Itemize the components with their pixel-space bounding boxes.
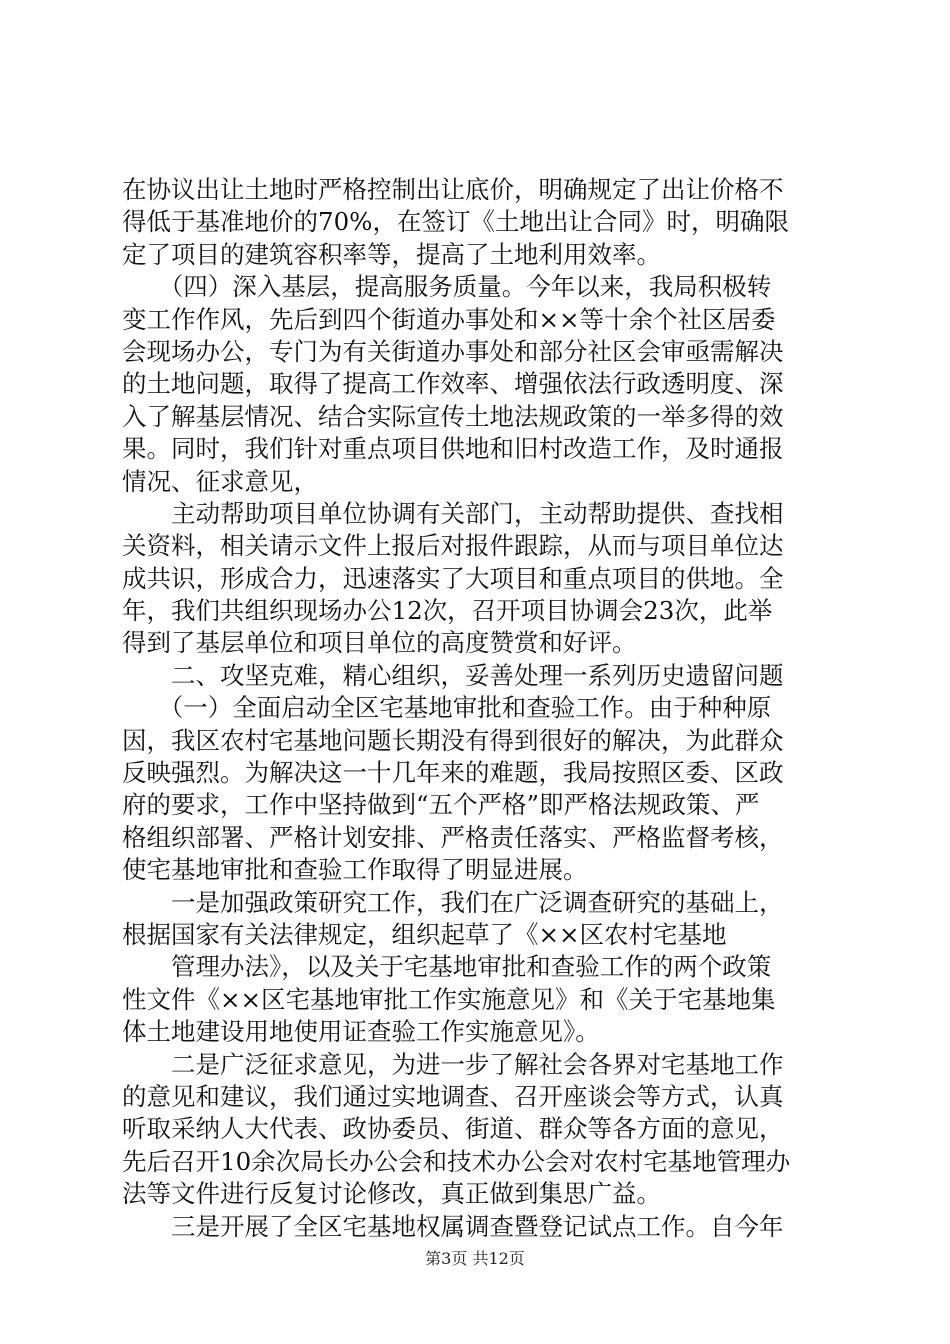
text-line: 反映强烈。为解决这一十几年来的难题，我局按照区委、区政 <box>122 758 784 788</box>
text-line: （四）深入基层，提高服务质量。今年以来，我局积极转 <box>122 272 772 302</box>
text-line: 因，我区农村宅基地问题长期没有得到很好的解决，为此群众 <box>122 725 784 755</box>
text-line: 使宅基地审批和查验工作取得了明显进展。 <box>122 855 588 885</box>
text-line: （一）全面启动全区宅基地审批和查验工作。由于种种原 <box>122 693 772 723</box>
text-line: 得到了基层单位和项目单位的高度赞赏和好评。 <box>122 628 637 658</box>
text-line: 入了解基层情况、结合实际宣传土地法规政策的一举多得的效 <box>122 401 784 431</box>
text-line: 法等文件进行反复讨论修改，真正做到集思广益。 <box>122 1179 661 1209</box>
text-line: 的意见和建议，我们通过实地调查、召开座谈会等方式，认真 <box>122 1081 784 1111</box>
text-line: 二、攻坚克难，精心组织，妥善处理一系列历史遗留问题 <box>122 660 784 690</box>
text-line: 管理办法》，以及关于宅基地审批和查验工作的两个政策 <box>122 952 772 982</box>
text-line: 主动帮助项目单位协调有关部门，主动帮助提供、查找相 <box>122 498 784 528</box>
text-line: 得低于基准地价的70%，在签订《土地出让合同》时，明确限 <box>122 207 789 237</box>
text-line: 三是开展了全区宅基地权属调查暨登记试点工作。自今年 <box>122 1211 784 1241</box>
text-line: 府的要求，工作中坚持做到“五个严格”即严格法规政策、严 <box>122 790 760 820</box>
text-line: 一是加强政策研究工作，我们在广泛调查研究的基础上， <box>122 887 784 917</box>
document-body <box>122 174 837 1243</box>
text-line: 先后召开10余次局长办公会和技术办公会对农村宅基地管理办 <box>122 1146 791 1176</box>
text-line: 年，我们共组织现场办公12次，召开项目协调会23次，此举 <box>122 596 773 626</box>
text-line: 格组织部署、严格计划安排、严格责任落实、严格监督考核， <box>122 822 784 852</box>
text-line: 果。同时，我们针对重点项目供地和旧村改造工作，及时通报 <box>122 434 784 464</box>
text-line: 听取采纳人大代表、政协委员、街道、群众等各方面的意见， <box>122 1114 784 1144</box>
text-line: 定了项目的建筑容积率等，提高了土地利用效率。 <box>122 239 661 269</box>
text-line: 会现场办公，专门为有关街道办事处和部分社区会审亟需解决 <box>122 336 784 366</box>
text-line: 关资料，相关请示文件上报后对报件跟踪，从而与项目单位达 <box>122 531 784 561</box>
text-line: 根据国家有关法律规定，组织起草了《××区农村宅基地 <box>122 919 727 949</box>
text-line: 性文件《××区宅基地审批工作实施意见》和《关于宅基地集 <box>122 984 776 1014</box>
text-line: 成共识，形成合力，迅速落实了大项目和重点项目的供地。全 <box>122 563 784 593</box>
text-line: 变工作作风，先后到四个街道办事处和××等十余个社区居委 <box>122 304 776 334</box>
text-line: 体土地建设用地使用证查验工作实施意见》。 <box>122 1017 600 1047</box>
text-line: 的土地问题，取得了提高工作效率、增强依法行政透明度、深 <box>122 369 784 399</box>
text-line: 情况、征求意见， <box>122 466 318 496</box>
page-footer: 第3页 共12页 <box>425 1249 525 1268</box>
text-line: 二是广泛征求意见，为进一步了解社会各界对宅基地工作 <box>122 1049 784 1079</box>
text-line: 在协议出让土地时严格控制出让底价，明确规定了出让价格不 <box>122 175 784 204</box>
